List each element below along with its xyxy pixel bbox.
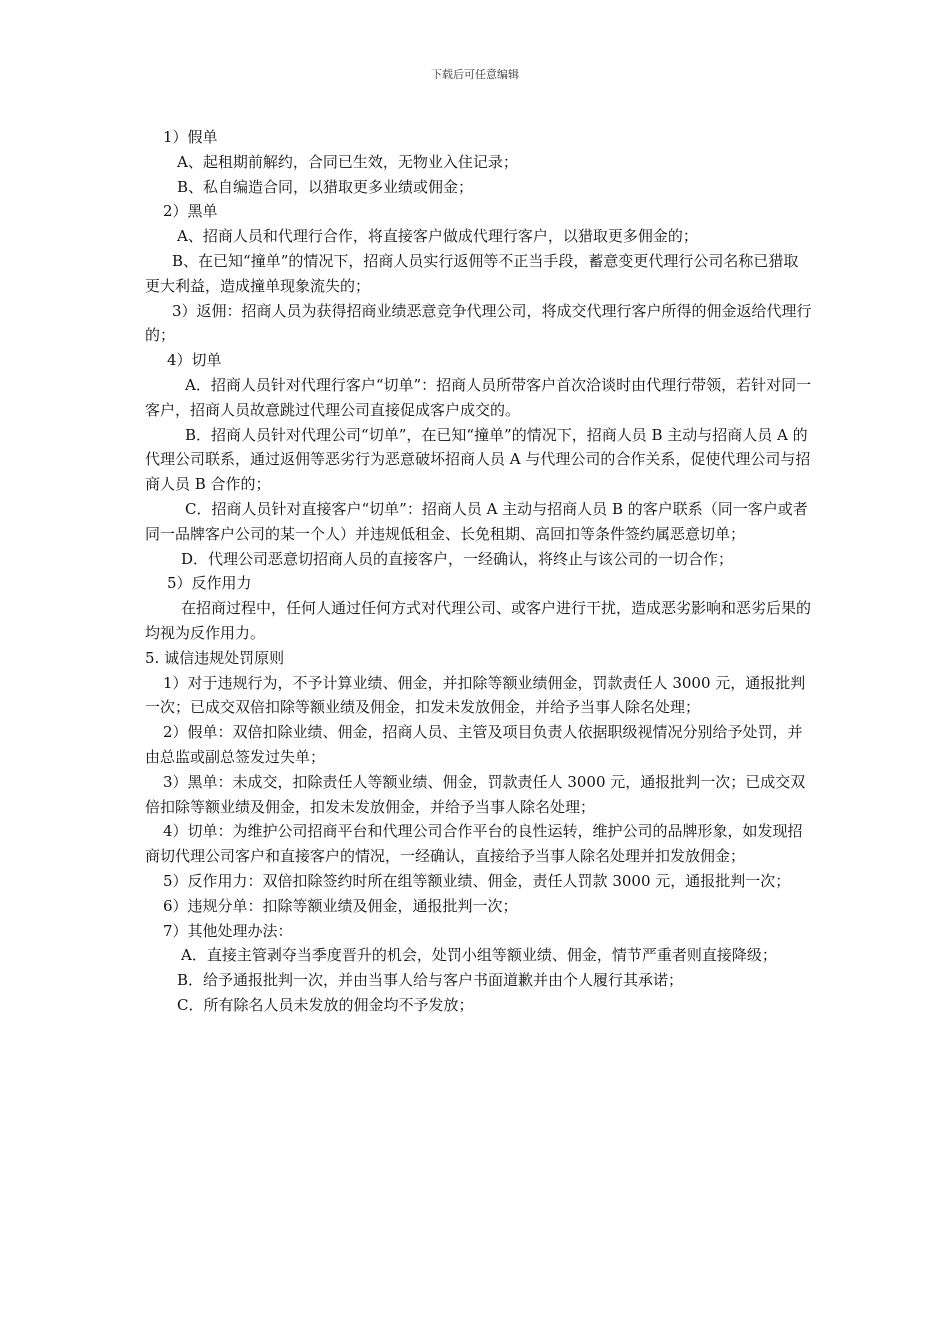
item-1-heading: 1）假单 (163, 128, 218, 146)
penalty-7-b: B．给予通报批判一次，并由当事人给与客户书面道歉并由个人履行其承诺； (177, 971, 684, 990)
item-4-a: A．招商人员针对代理行客户“切单”：招商人员所带客户首次洽谈时由代理行带领，若针对同一客户，招商人员故意跳过代理公司直接促成客户成交的。 (145, 375, 812, 419)
item-2-b: B、在已知“撞单”的情况下，招商人员实行返佣等不正当手段，蓄意变更代理行公司名称已猎取更大利益，造成撞单现象流失的； (145, 251, 799, 295)
section-5-title: 5. 诚信违规处罚原则 (145, 648, 285, 667)
item-1-a: A、起租期前解约，合同已生效，无物业入住记录； (177, 152, 518, 171)
penalty-6: 6）违规分单：扣除等额业绩及佣金，通报批判一次； (163, 896, 518, 915)
item-5-body: 在招商过程中，任何人通过任何方式对代理公司、或客户进行干扰，造成恶劣影响和恶劣后果的均视为反作用力。 (145, 599, 812, 642)
penalty-4: 4）切单：为维护公司招商平台和代理公司合作平台的良性运转，维护公司的品牌形象，如发现招商切代理公司客户和直接客户的情况，一经确认，直接给予当事人除名处理并扣发放佣金； (145, 822, 803, 866)
page-header: 下载后可任意编辑 (431, 68, 519, 81)
item-4-c: C．招商人员针对直接客户“切单”：招商人员 A 主动与招商人员 B 的客户联系（同一客户或者同一品牌客户公司的某一个人）并违规低租金、长免租期、高回扣等条件签约属恶意切单； (145, 499, 808, 543)
item-4-d: D．代理公司恶意切招商人员的直接客户，一经确认，将终止与该公司的一切合作； (181, 549, 734, 568)
penalty-7-c: C．所有除名人员未发放的佣金均不予发放； (177, 995, 474, 1014)
document-body (145, 125, 813, 1018)
item-2-a: A、招商人员和代理行合作，将直接客户做成代理行客户，以猎取更多佣金的； (177, 227, 698, 246)
item-4-b: B．招商人员针对代理公司“切单”，在已知“撞单”的情况下，招商人员 B 主动与招商人员 A 的代理公司联系，通过返佣等恶劣行为恶意破坏招商人员 A 与代理公司的合作关系，促使代理公司与招商人员 B 合作的； (145, 425, 811, 494)
penalty-3: 3）黑单：未成交，扣除责任人等额业绩、佣金，罚款责任人 3000 元，通报批判一次；已成交双倍扣除等额业绩及佣金，扣发未发放佣金，并给予当事人除名处理； (145, 772, 806, 816)
penalty-2: 2）假单：双倍扣除业绩、佣金，招商人员、主管及项目负责人依据职级视情况分别给予处罚，并由总监或副总签发过失单； (145, 723, 803, 766)
penalty-5: 5）反作用力：双倍扣除签约时所在组等额业绩、佣金，责任人罚款 3000 元，通报批判一次； (163, 871, 791, 890)
item-1-b: B、私自编造合同，以猎取更多业绩或佣金； (177, 177, 474, 196)
item-4-heading: 4）切单 (167, 351, 222, 370)
item-5-heading: 5）反作用力 (167, 574, 252, 593)
penalty-1: 1）对于违规行为，不予计算业绩、佣金，并扣除等额业绩佣金，罚款责任人 3000 元，通报批判一次；已成交双倍扣除等额业绩及佣金，扣发未发放佣金，并给予当事人除名处理； (145, 673, 806, 717)
penalty-7-a: A．直接主管剥夺当季度晋升的机会，处罚小组等额业绩、佣金，情节严重者则直接降级； (181, 946, 777, 965)
item-3: 3）返佣：招商人员为获得招商业绩恶意竞争代理公司，将成交代理行客户所得的佣金返给代理行的； (145, 301, 812, 345)
penalty-7-heading: 7）其他处理办法： (163, 921, 293, 940)
item-2-heading: 2）黑单 (163, 202, 218, 221)
